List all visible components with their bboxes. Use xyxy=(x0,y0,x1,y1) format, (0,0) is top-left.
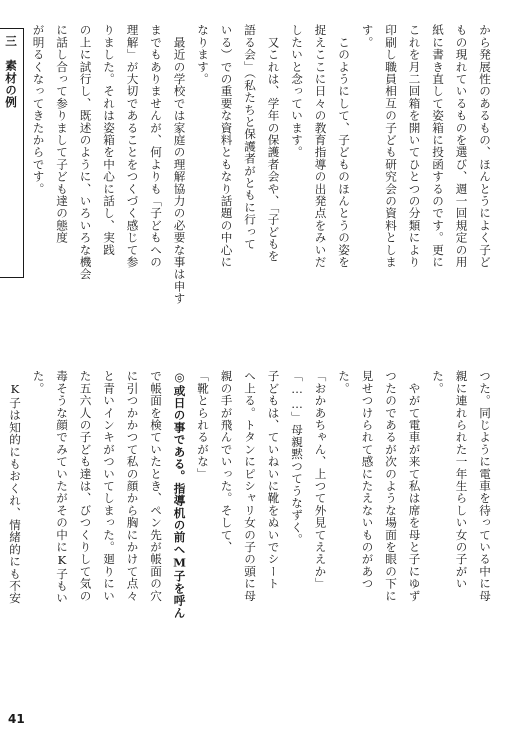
text-column: いる）での重要な資料ともなり話題の中心に xyxy=(219,24,234,268)
text-column: 親に連れられた一年生らしい女の子がい xyxy=(454,370,469,590)
top-text-block xyxy=(4,24,494,356)
text-column: りました。それは姿箱を中心に話し、実践 xyxy=(102,24,116,256)
text-column: K子は知的にもおくれ、情緒的にも不安 xyxy=(8,370,22,605)
text-column: やがて電車が来て私は席を母と子にゆず xyxy=(407,370,422,602)
text-column: の上に試行し、既述のように、いろいろな機会 xyxy=(78,24,93,281)
section-number-and-title xyxy=(2,35,21,271)
bottom-text-block xyxy=(8,370,494,702)
text-column: 「靴とられるがな」 xyxy=(196,370,210,480)
text-column: もの現れているものを選び、週一回規定の用 xyxy=(454,24,469,268)
text-column xyxy=(0,370,1,702)
text-column: す。 xyxy=(360,24,375,49)
text-column: た。 xyxy=(337,370,351,395)
text-column: 又これは、学年の保護者会や、「子どもを xyxy=(266,24,281,263)
page-number: 41 xyxy=(8,712,25,726)
text-column: 「おかあちゃん、上つて外見てええか」 xyxy=(313,370,328,590)
text-column: 見せつけられて感にたえないものがあつ xyxy=(360,370,375,590)
text-column: までもありませんが、何よりも「子どもへの xyxy=(149,24,163,268)
text-column: た。 xyxy=(31,370,46,395)
text-column: これを月二回箱を開いてひとつの分類により xyxy=(407,24,422,268)
text-column: ◎或日の事である。指導机の前へM子を呼ん xyxy=(172,370,187,619)
text-column: したいと念っています。 xyxy=(290,24,304,159)
text-column: た。 xyxy=(431,370,445,395)
section-number: 三 xyxy=(4,35,18,48)
text-column: 親の手が飛んでいった。そして、 xyxy=(219,370,234,553)
text-column: から発展性のあるもの、ほんとうによく子ど xyxy=(478,24,492,268)
text-column: に引つかかつて私の顔から胸にかけて点々 xyxy=(125,370,140,602)
text-column: た五六人の子ども達は、びつくりして気の xyxy=(78,370,93,602)
text-column: で帳面を検ていたとき、ペン先が帳面の穴 xyxy=(149,370,163,602)
text-column: 理解」が大切であることをつくづく感じて参 xyxy=(125,24,140,268)
section-title: 素材の例 xyxy=(4,59,18,109)
text-column: 毒そうな顔でみていたがその中にK子もい xyxy=(55,370,69,605)
text-column: 語る会」（私たちと保護者がともに行って xyxy=(243,24,257,250)
text-column: 捉えここに日々の教育指導の出発点をみいだ xyxy=(313,24,328,268)
text-column: 紙に書き直して姿箱に投函するのです。更に xyxy=(431,24,445,268)
text-column: なります。 xyxy=(196,24,210,85)
text-column: 最近の学校では家庭の理解協力の必要な事は申す xyxy=(172,24,187,305)
text-column: 印刷し職員相互の子ども研究会の資料としま xyxy=(384,24,398,268)
text-column: このようにして、子どものほんとうの姿を xyxy=(337,24,351,268)
text-column: と青いインキがついてしまった。廻りにい xyxy=(102,370,116,602)
text-column: 子どもは、ていねいに靴をぬいでシート xyxy=(266,370,281,590)
text-column: つたのであるが次のような場面を眼の下に xyxy=(384,370,398,602)
section-heading xyxy=(0,24,24,356)
text-column: つた。同じように電車を待っている中に母 xyxy=(478,370,492,602)
text-column: へ上る。トタンにピシャリ女の子の頭に母 xyxy=(243,370,257,602)
text-column: に話し合って参りまして子ども達の態度 xyxy=(55,24,69,244)
section-heading-box xyxy=(0,28,24,278)
text-column: が明るくなってきたからです。 xyxy=(31,24,46,195)
text-column: 「……」母親黙つてうなずく。 xyxy=(290,370,304,546)
